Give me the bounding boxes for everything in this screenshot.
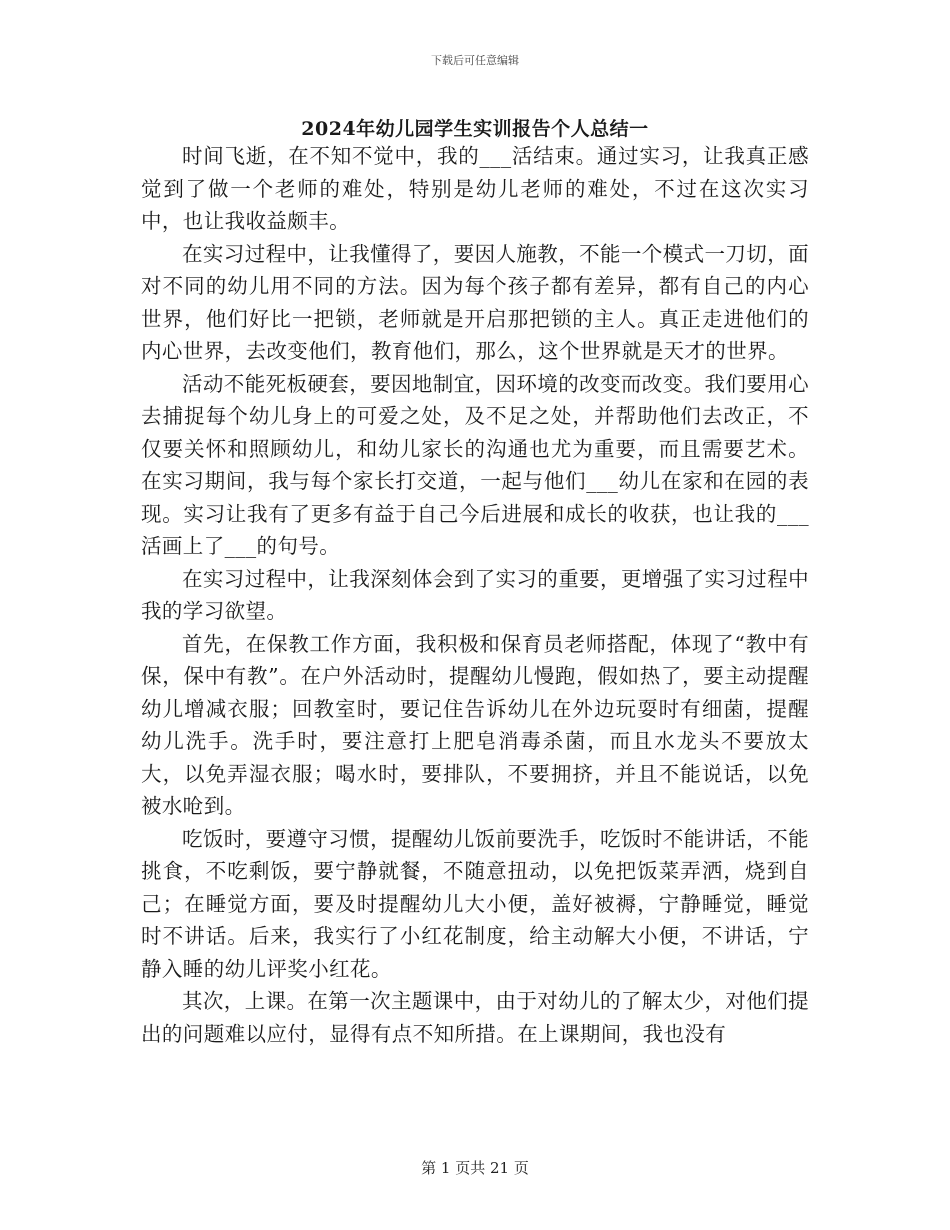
- paragraph: 其次，上课。在第一次主题课中，由于对幼儿的了解太少，对他们提出的问题难以应付，显得有点不知所措。在上课期间，我也没有: [141, 989, 809, 1046]
- document-title: 2024年幼儿园学生实训报告个人总结一: [301, 118, 649, 140]
- paragraph: 吃饭时，要遵守习惯，提醒幼儿饭前要洗手，吃饭时不能讲话，不能挑食，不吃剩饭，要宁静就餐，不随意扭动，以免把饭菜弄洒，烧到自己；在睡觉方面，要及时提醒幼儿大小便，盖好被褥，宁静睡觉，睡觉时不讲话。后来，我实行了小红花制度，给主动解大小便，不讲话，宁静入睡的幼儿评奖小红花。: [141, 826, 809, 981]
- paragraph: 活动不能死板硬套，要因地制宜，因环境的改变而改变。我们要用心去捕捉每个幼儿身上的可爱之处，及不足之处，并帮助他们去改正，不仅要关怀和照顾幼儿，和幼儿家长的沟通也尤为重要，而且需要艺术。在实习期间，我与每个家长打交道，一起与他们___幼儿在家和在园的表现。实习让我有了更多有益于自己今后进展和成长的收获，也让我的___活画上了___的句号。: [141, 371, 809, 558]
- paragraph: 在实习过程中，让我懂得了，要因人施教，不能一个模式一刀切，面对不同的幼儿用不同的方法。因为每个孩子都有差异，都有自己的内心世界，他们好比一把锁，老师就是开启那把锁的主人。真正走进他们的内心世界，去改变他们，教育他们，那么，这个世界就是天才的世界。: [141, 241, 809, 363]
- document-body: [141, 140, 809, 1050]
- page-number: 第 1 页共 21 页: [421, 1159, 529, 1177]
- paragraph: 时间飞逝，在不知不觉中，我的___活结束。通过实习，让我真正感觉到了做一个老师的难处，特别是幼儿老师的难处，不过在这次实习中，也让我收益颇丰。: [141, 144, 809, 233]
- page-header: 下载后可任意编辑: [431, 54, 519, 67]
- paragraph: 首先，在保教工作方面，我积极和保育员老师搭配，体现了“教中有保，保中有教”。在户外活动时，提醒幼儿慢跑，假如热了，要主动提醒幼儿增减衣服；回教室时，要记住告诉幼儿在外边玩耍时有细菌，提醒幼儿洗手。洗手时，要注意打上肥皂消毒杀菌，而且水龙头不要放太大，以免弄湿衣服；喝水时，要排队，不要拥挤，并且不能说话，以免被水呛到。: [141, 631, 809, 818]
- paragraph: 在实习过程中，让我深刻体会到了实习的重要，更增强了实习过程中我的学习欲望。: [141, 566, 809, 623]
